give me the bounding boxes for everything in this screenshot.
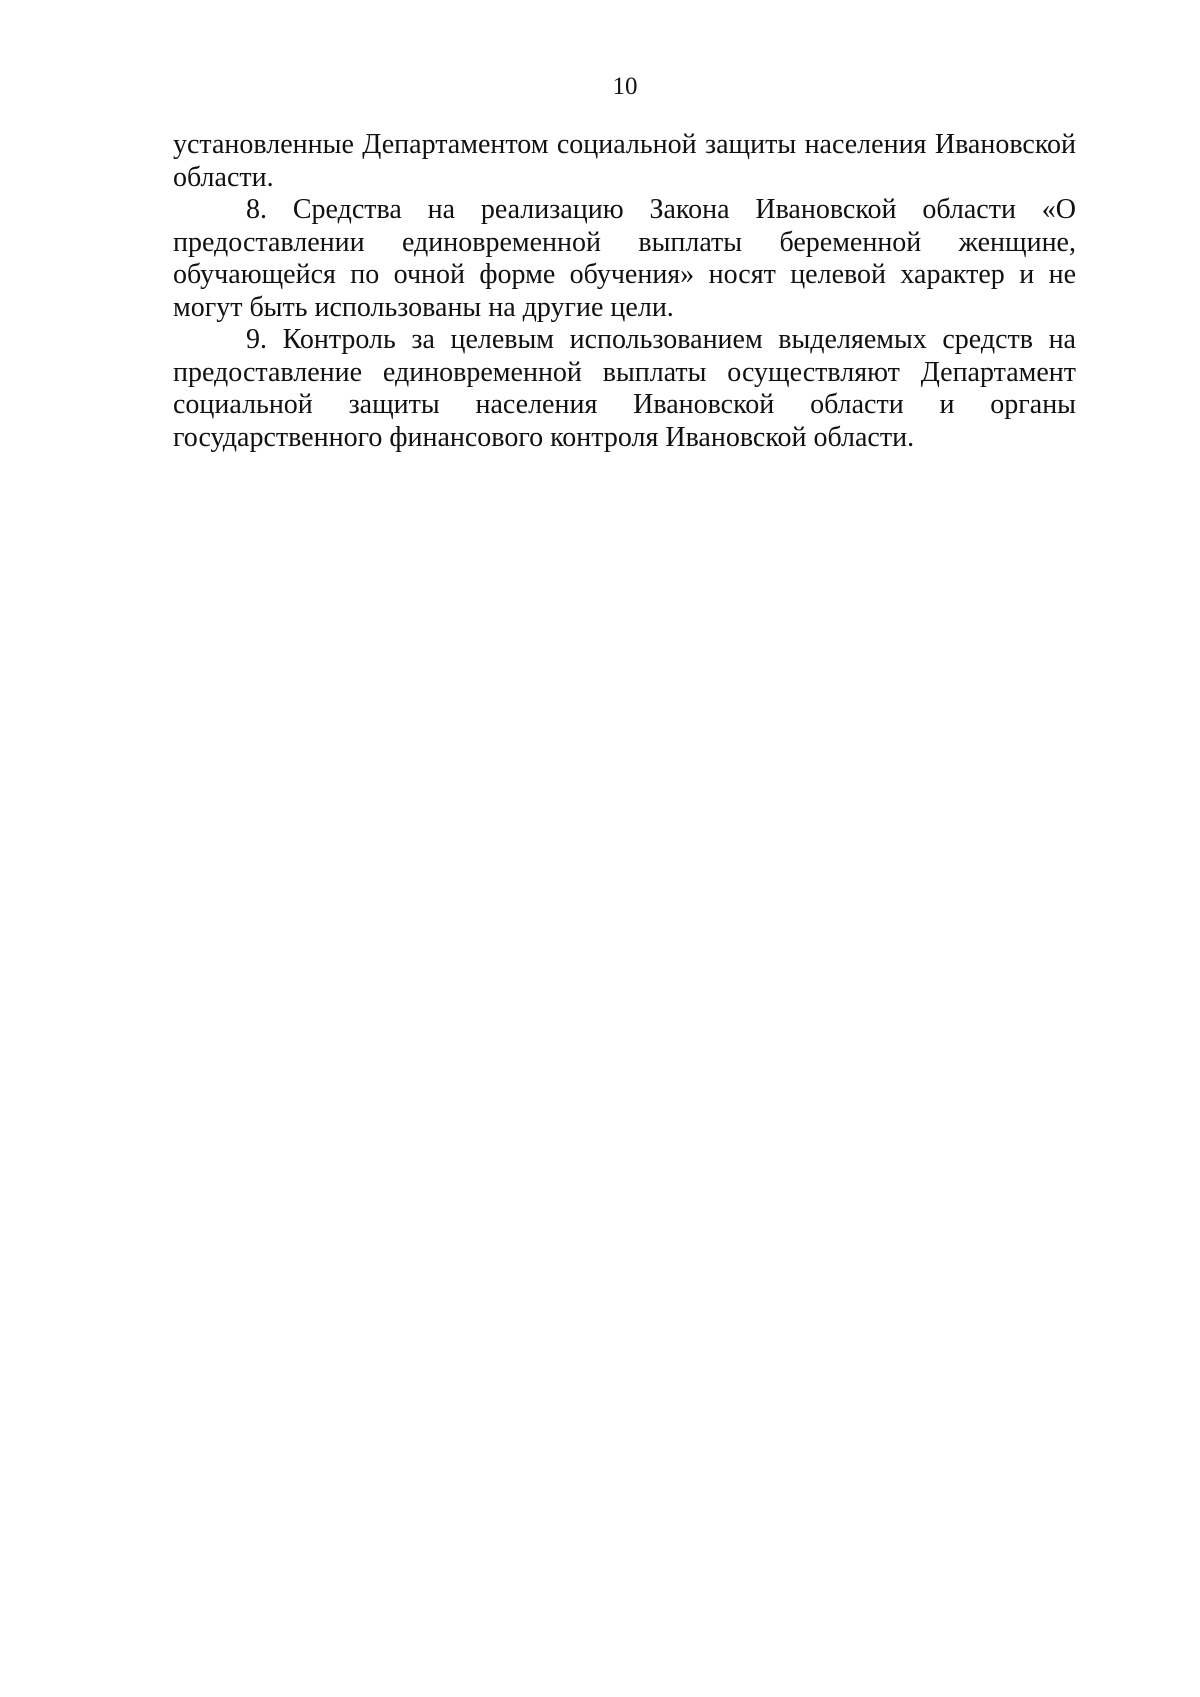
paragraph-item-9: 9. Контроль за целевым использованием выделяемых средств на предоставление единовременной выплаты осуществляют Департамент социальной защиты населения Ивановской области и органы государственного финансового контроля Ивановской области. — [173, 324, 1076, 453]
page-number: 10 — [612, 73, 638, 100]
paragraph-item-8: 8. Средства на реализацию Закона Ивановской области «О предоставлении единовременной выплаты беременной женщине, обучающейся по очной форме обучения» носят целевой характер и не могут быть использованы на другие цели. — [173, 194, 1076, 323]
paragraph-continuation: установленные Департаментом социальной защиты населения Ивановской области. — [173, 129, 1076, 193]
document-body — [173, 129, 1076, 454]
